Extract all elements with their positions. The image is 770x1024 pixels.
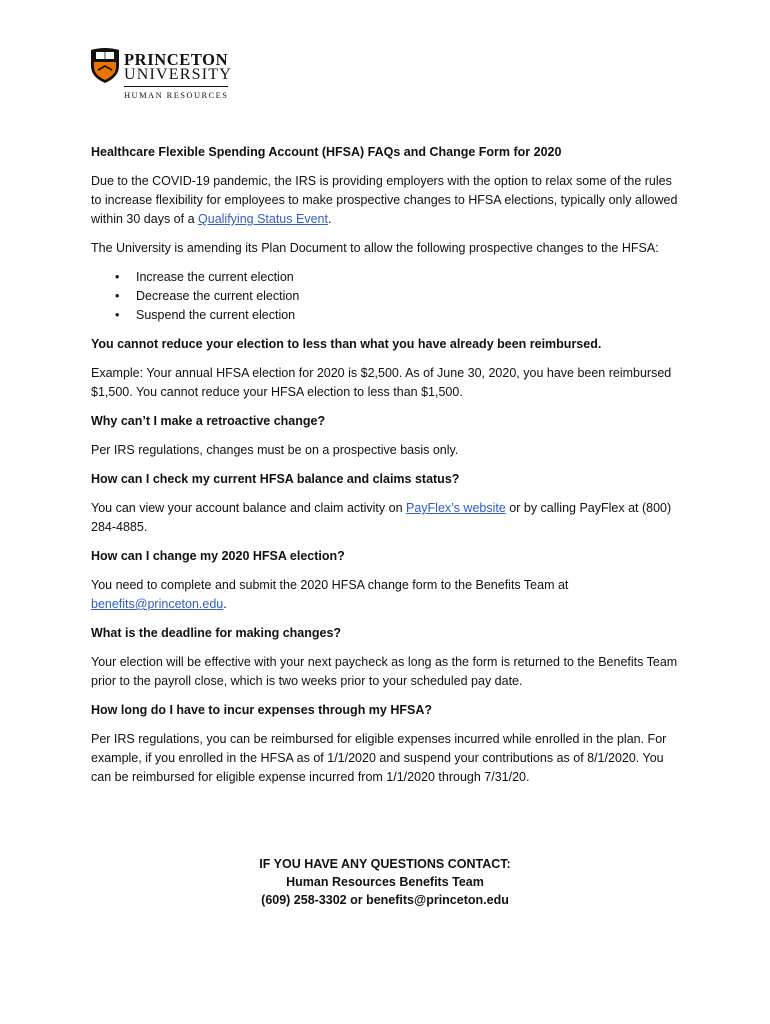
intro-paragraph (91, 172, 681, 229)
list-item-increase: • Increase the current election (136, 268, 681, 287)
amending-paragraph: The University is amending its Plan Document to allow the following prospective changes to the HFSA: (91, 241, 659, 255)
faq-answer-deadline: Your election will be effective with your next paycheck as long as the form is returned to the Benefits Team prior to the payroll close, which is two weeks prior to your scheduled pay date. (91, 655, 678, 688)
logo-university-text: UNIVERSITY (124, 66, 232, 83)
logo-divider (124, 86, 228, 87)
changes-list (91, 268, 681, 325)
document-body (91, 143, 681, 797)
princeton-shield-icon (90, 46, 120, 84)
faq-question-expenses: How long do I have to incur expenses through my HFSA? (91, 703, 433, 717)
intro-text: Due to the COVID-19 pandemic, the IRS is providing employers with the option to relax some of the rules to increase flexibility for employees to make prospective changes to HFSA elections, typically only allowed within 30 days of a (91, 174, 678, 226)
change-text: You need to complete and submit the 2020 HFSA change form to the Benefits Team at (91, 578, 569, 592)
document-title: Healthcare Flexible Spending Account (HFSA) FAQs and Change Form for 2020 (91, 145, 562, 159)
payflex-website-link[interactable]: PayFlex’s website (406, 501, 506, 515)
contact-team: Human Resources Benefits Team (286, 875, 484, 889)
contact-heading: IF YOU HAVE ANY QUESTIONS CONTACT: (259, 857, 511, 871)
contact-phone-email: (609) 258-3302 or benefits@princeton.edu (261, 893, 509, 907)
balance-text-end: or by calling PayFlex at (800) 284-4885. (91, 501, 672, 534)
faq-question-deadline: What is the deadline for making changes? (91, 626, 342, 640)
faq-answer-retroactive: Per IRS regulations, changes must be on a prospective basis only. (91, 443, 459, 457)
warning-heading: You cannot reduce your election to less than what you have already been reimbursed. (91, 337, 602, 351)
faq-question-change: How can I change my 2020 HFSA election? (91, 549, 345, 563)
faq-answer-balance (91, 499, 681, 537)
qualifying-status-event-link[interactable]: Qualifying Status Event (198, 212, 328, 226)
logo-princeton-text: PRINCETON (124, 50, 229, 69)
intro-text-end: . (327, 212, 332, 226)
princeton-hr-logo (90, 46, 240, 101)
benefits-email-link[interactable]: benefits@princeton.edu (91, 597, 224, 611)
faq-answer-expenses: Per IRS regulations, you can be reimbursed for eligible expenses incurred while enrolled in the plan. For example, if you enrolled in the HFSA as of 1/1/2020 and suspend your contributions as of 8/1/2020. You can be reimbursed for eligible expense incurred from 1/1/2020 through 7/31/20. (91, 732, 667, 784)
faq-question-retroactive: Why can’t I make a retroactive change? (91, 414, 326, 428)
faq-answer-change (91, 576, 681, 614)
balance-text: You can view your account balance and claim activity on (91, 501, 406, 515)
list-item-suspend: • Suspend the current election (136, 306, 681, 325)
list-item-decrease: • Decrease the current election (136, 287, 681, 306)
change-text-end: . (223, 597, 227, 611)
contact-block (85, 855, 685, 909)
logo-human-resources-text: HUMAN RESOURCES (124, 90, 229, 100)
faq-question-balance: How can I check my current HFSA balance and claims status? (91, 472, 460, 486)
example-paragraph: Example: Your annual HFSA election for 2020 is $2,500. As of June 30, 2020, you have been reimbursed $1,500. You cannot reduce your HFSA election to less than $1,500. (91, 366, 672, 399)
